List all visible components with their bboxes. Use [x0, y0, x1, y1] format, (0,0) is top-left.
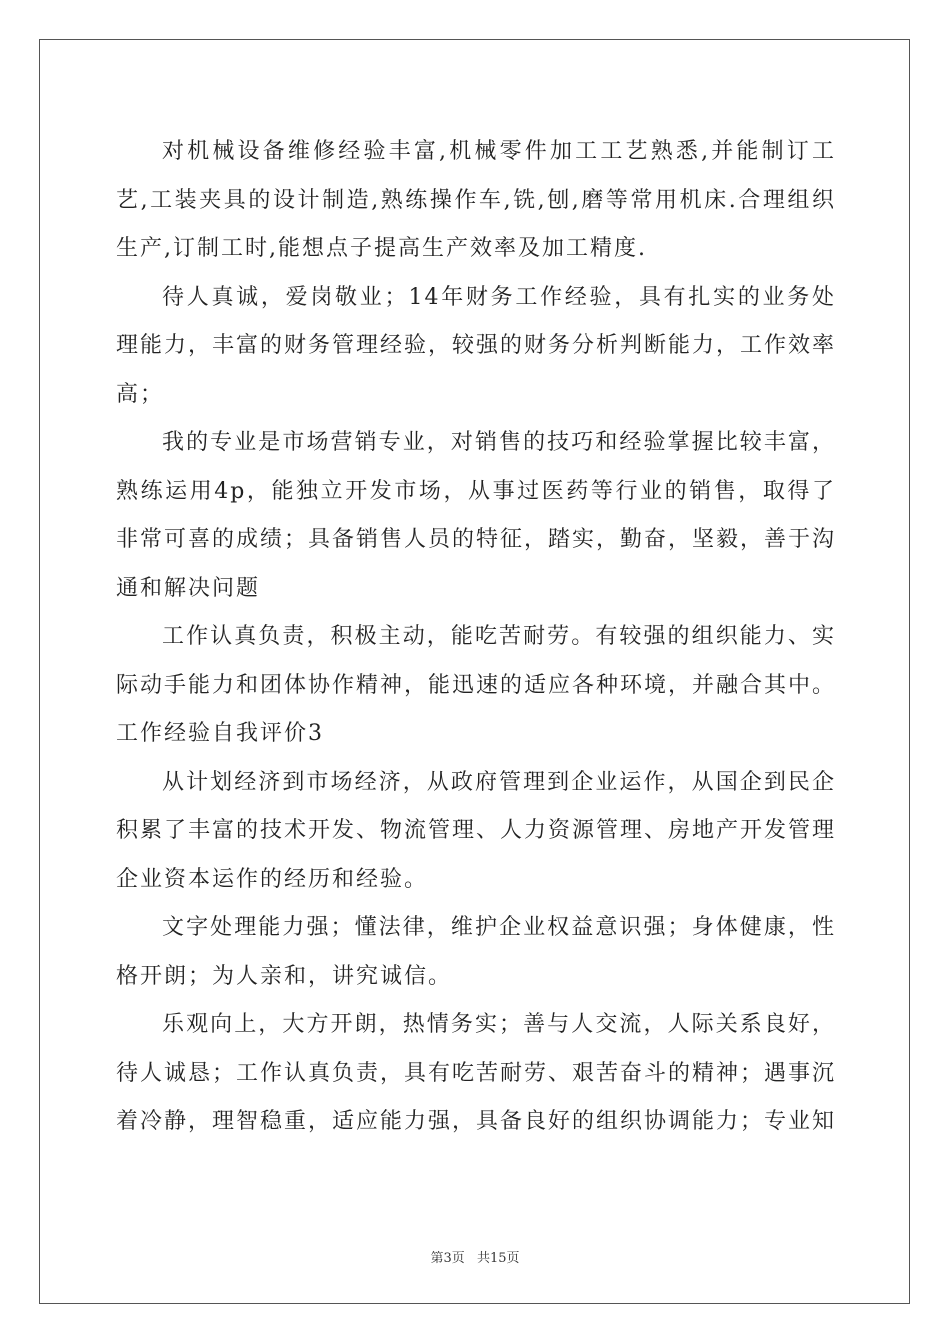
page-total: 共15页	[476, 1251, 520, 1266]
paragraph: 工作认真负责，积极主动，能吃苦耐劳。有较强的组织能力、实际动手能力和团体协作精神，能迅速的适应各种环境，并融合其中。	[116, 624, 837, 698]
page-footer	[0, 1247, 950, 1266]
paragraph: 文字处理能力强；懂法律，维护企业权益意识强；身体健康，性格开朗；为人亲和，讲究诚信。	[116, 915, 836, 989]
paragraph: 待人真诚，爱岗敬业；14年财务工作经验，具有扎实的业务处理能力，丰富的财务管理经验，较强的财务分析判断能力，工作效率高；	[116, 284, 837, 407]
paragraph: 我的专业是市场营销专业，对销售的技巧和经验掌握比较丰富，熟练运用4p，能独立开发市场，从事过医药等行业的销售，取得了非常可喜的成绩；具备销售人员的特征，踏实，勤奋，坚毅，善于沟通和解决问题	[116, 430, 837, 601]
document-body	[116, 128, 836, 1147]
section-heading: 工作经验自我评价3	[116, 721, 324, 746]
paragraph: 从计划经济到市场经济，从政府管理到企业运作，从国企到民企积累了丰富的技术开发、物流管理、人力资源管理、房地产开发管理企业资本运作的经历和经验。	[116, 769, 837, 892]
paragraph: 乐观向上，大方开朗，热情务实；善与人交流，人际关系良好，待人诚恳；工作认真负责，具有吃苦耐劳、艰苦奋斗的精神；遇事沉着冷静，理智稳重，适应能力强，具备良好的组织协调能力；专业知	[116, 1012, 837, 1134]
page-number: 第3页	[430, 1251, 465, 1266]
paragraph: 对机械设备维修经验丰富,机械零件加工工艺熟悉,并能制订工艺,工装夹具的设计制造,熟练操作车,铣,刨,磨等常用机床.合理组织生产,订制工时,能想点子提高生产效率及加工精度.	[116, 139, 836, 261]
